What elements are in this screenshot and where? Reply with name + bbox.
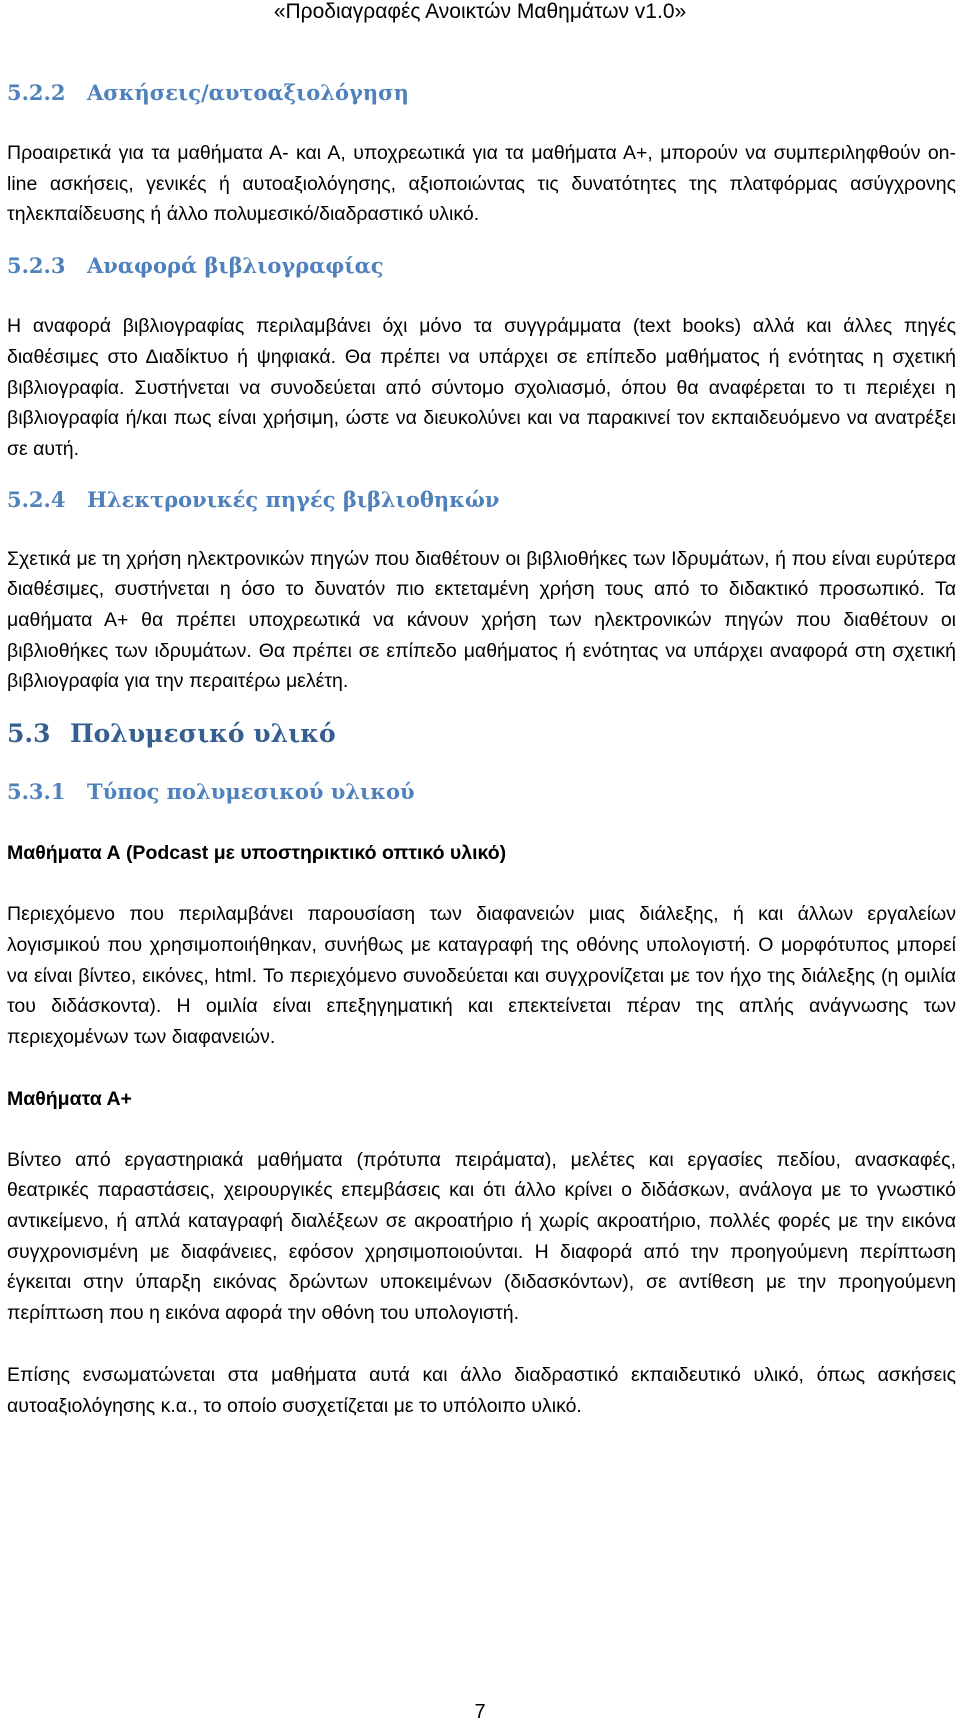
paragraph-courses-a-plus-2: Επίσης ενσωματώνεται στα μαθήματα αυτά και άλλο διαδραστικό εκπαιδευτικό υλικό, όπως ασκήσεις αυτοαξιολόγησης κ.α., το οποίο συσχετίζεται με το υπόλοιπο υλικό. (7, 1363, 956, 1417)
heading-5-2-3 (7, 251, 956, 281)
paragraph-electronic-sources: Σχετικά με τη χρήση ηλεκτρονικών πηγών που διαθέτουν οι βιβλιοθήκες των Ιδρυμάτων, ή που είναι ευρύτερα διαθέσιμες, συστήνεται η όσο το δυνατόν πιο εκτεταμένη χρήση τους από το διδακτικό προσωπικό. Τα μαθήματα Α+ θα πρέπει υποχρεωτικά να κάνουν χρήση των ηλεκτρονικών πηγών που διαθέτουν οι βιβλιοθήκες των ιδρυμάτων. Θα πρέπει σε επίπεδο μαθήματος ή ενότητας να υπάρχει αναφορά στη σχετική βιβλιογραφία για την περαιτέρω μελέτη. (7, 547, 956, 693)
document-body (7, 78, 956, 1421)
section-number: 5.2.2 (7, 80, 66, 105)
running-header: «Προδιαγραφές Ανοικτών Μαθημάτων v1.0» (273, 0, 687, 23)
label-courses-a-plus: Μαθήματα Α+ (7, 1087, 132, 1110)
page-number: 7 (474, 1701, 486, 1723)
section-title: Ασκήσεις/αυτοαξιολόγηση (87, 80, 409, 105)
section-title: Ηλεκτρονικές πηγές βιβλιοθηκών (87, 486, 500, 512)
label-courses-a: Μαθήματα Α (Podcast με υποστηρικτικό οπτικό υλικό) (7, 842, 507, 865)
heading-5-3 (7, 717, 956, 751)
paragraph-courses-a-plus-1: Βίντεο από εργαστηριακά μαθήματα (πρότυπα πειράματα), μελέτες και εργασίες πεδίου, ανασκαφές, θεατρικές παραστάσεις, χειρουργικές επεμβάσεις και ότι άλλο κρίνει ο διδάσκων, ανάλογα με το γνωστικό αντικείμενο, ή απλά καταγραφή διαλέξεων σε ακροατήριο ή χωρίς ακροατήριο, πολλές φορές με την εικόνα συγχρονισμένη με διαφάνειες, εφόσον χρησιμοποιούνται. Η διαφορά από την προηγούμενη περίπτωση έγκειται στην ύπαρξη εικόνας δρώντων υποκειμένων (διδασκόντων), σε αντίθεση με την προηγούμενη περίπτωση που η εικόνα αφορά την οθόνη του υπολογιστή. (7, 1148, 956, 1325)
paragraph-exercises: Προαιρετικά για τα μαθήματα Α- και Α, υποχρεωτικά για τα μαθήματα Α+, μπορούν να συμπεριληφθούν on-line ασκήσεις, γενικές ή αυτοαξιολόγησης, αξιοποιώντας τις δυνατότητες της πλατφόρμας ασύγχρονης τηλεκπαίδευσης ή άλλο πολυμεσικό/διαδραστικό υλικό. (7, 142, 956, 226)
section-number: 5.2.3 (7, 253, 66, 279)
heading-5-3-1 (7, 777, 956, 807)
section-title: Τύπος πολυμεσικού υλικού (87, 779, 415, 805)
section-number: 5.2.4 (7, 486, 66, 512)
paragraph-courses-a: Περιεχόμενο που περιλαμβάνει παρουσίαση των διαφανειών μιας διάλεξης, ή και άλλων εργαλείων λογισμικού που χρησιμοποιήθηκαν, συνήθως με καταγραφή της οθόνης υπολογιστή. Ο μορφότυπος μπορεί να είναι βίντεο, εικόνες, html. Το περιεχόμενο συνοδεύεται και συγχρονίζεται με τον ήχο της διάλεξης (η ομιλία του διδάσκοντα). Η ομιλία είναι επεξηγηματική και επεκτείνεται πέραν της απλής ανάγνωσης των περιεχομένων των διαφανειών. (7, 903, 956, 1048)
paragraph-bibliography: Η αναφορά βιβλιογραφίας περιλαμβάνει όχι μόνο τα συγγράμματα (text books) αλλά και άλλες πηγές διαθέσιμες στο Διαδίκτυο ή ψηφιακά. Θα πρέπει να υπάρχει σε επίπεδο μαθήματος ή ενότητας η σχετική βιβλιογραφία. Συστήνεται να συνοδεύεται από σύντομο σχολιασμό, όπου θα αναφέρεται το τι περιέχει η βιβλιογραφία ή/και πως είναι χρήσιμη, ώστε να διευκολύνει και να παρακινεί τον εκπαιδευόμενο να ανατρέξει σε αυτή. (7, 315, 956, 460)
section-title: Πολυμεσικό υλικό (70, 719, 336, 749)
section-number: 5.3 (7, 719, 51, 749)
heading-5-2-4 (7, 485, 956, 515)
heading-5-2-2 (7, 78, 956, 108)
section-title: Αναφορά βιβλιογραφίας (87, 253, 384, 279)
section-number: 5.3.1 (7, 779, 66, 805)
